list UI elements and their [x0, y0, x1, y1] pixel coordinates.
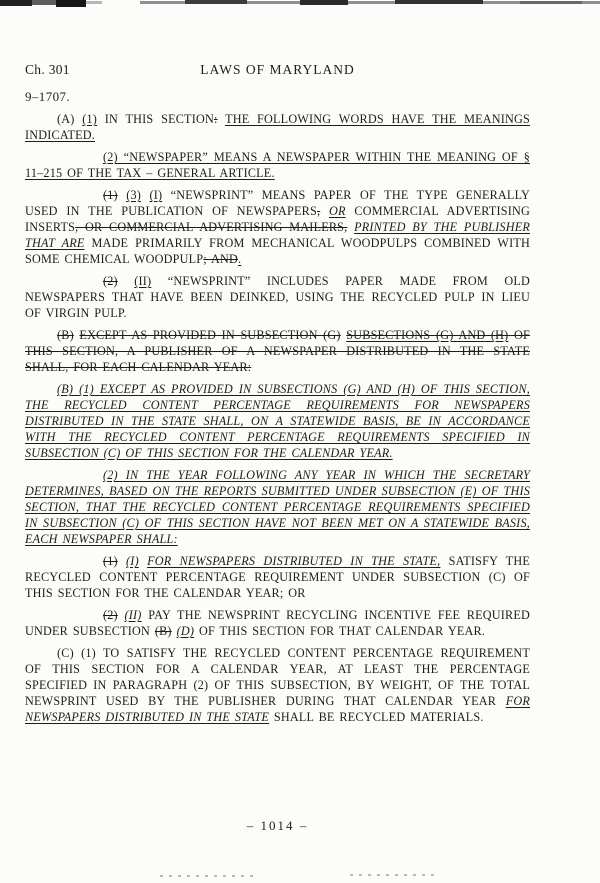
running-title: LAWS OF MARYLAND: [200, 62, 355, 77]
text-run: (A): [57, 112, 83, 126]
text-run: PAY THE NEWSPRINT RECYCLING INCENTIVE FEE REQUIRED UNDER SUBSECTION: [25, 608, 530, 638]
text-run: (II): [134, 274, 152, 288]
text-run: (C) (1) TO SATISFY THE RECYCLED CONTENT PERCENTAGE REQUIREMENT OF THIS SECTION FOR A CALENDAR YEAR, AT LEAST THE PERCENTAGE SPECIFIED IN PARAGRAPH (2) OF THIS SUBSECTION, BY WEIGHT, OF THE TOTAL NEWSPRINT USED BY THE PUBLISHER DURING THAT CALENDAR YEAR: [25, 646, 530, 708]
text-run: , OR COMMERCIAL ADVERTISING MAILERS,: [75, 220, 348, 234]
paragraph: [25, 327, 530, 375]
text-run: [118, 188, 126, 202]
text-run: IN THIS SECTION: [97, 112, 214, 126]
text-run: [218, 112, 226, 126]
text-run: SUBSECTIONS (G) AND (H): [346, 328, 509, 342]
paragraph: [25, 273, 530, 321]
text-run: (2) IN THE YEAR FOLLOWING ANY YEAR IN WHICH THE SECRETARY DETERMINES, BASED ON THE REPORTS SUBMITTED UNDER SUBSECTION (E) OF THIS SECTION, THAT THE RECYCLED CONTENT PERCENTAGE REQUIREMENTS SPECIFIED IN SUBSECTION (C) OF THIS SECTION HAVE NOT BEEN MET ON A STATEWIDE BASIS, EACH NEWSPAPER SHALL:: [25, 468, 530, 546]
paragraph: [25, 607, 530, 639]
text-run: (D): [176, 624, 195, 638]
text-run: (I): [149, 188, 163, 202]
text-run: (1): [103, 188, 118, 202]
text-run: (II): [124, 608, 142, 622]
section-number: 9–1707.: [25, 89, 71, 104]
chapter-number: Ch. 301: [25, 62, 70, 77]
scan-noise-segment: [350, 874, 435, 876]
text-run: MADE PRIMARILY FROM MECHANICAL WOODPULPS COMBINED WITH SOME CHEMICAL WOODPULP: [25, 236, 530, 266]
text-run: ; AND: [203, 252, 239, 266]
page-number: – 1014 –: [246, 818, 309, 833]
text-run: ,: [316, 204, 321, 218]
text-run: EXCEPT AS PROVIDED IN SUBSECTION (G): [79, 328, 341, 342]
text-run: SHALL BE RECYCLED MATERIALS.: [269, 710, 484, 724]
text-run: (B) (1) EXCEPT AS PROVIDED IN SUBSECTIONS (G) AND (H) OF THIS SECTION, THE RECYCLED CONTENT PERCENTAGE REQUIREMENTS FOR NEWSPAPERS DISTRIBUTED IN THE STATE SHALL, ON A STATEWIDE BASIS, BE IN ACCORDANCE WITH THE RECYCLED CONTENT PERCENTAGE REQUIREMENTS SPECIFIED IN SUBSECTION (C) OF THIS SECTION FOR THE CALENDAR YEAR.: [25, 382, 530, 460]
text-run: [118, 608, 125, 622]
text-run: [118, 554, 126, 568]
text-run: (1): [103, 554, 118, 568]
text-run: [320, 204, 329, 218]
text-run: PRINTED BY THE PUBLISHER THAT ARE: [25, 220, 530, 250]
text-run: OR: [328, 204, 346, 218]
scan-noise-segment: [160, 875, 255, 877]
paragraph: [25, 381, 530, 461]
paragraph: [25, 149, 530, 181]
text-run: (2) “NEWSPAPER” MEANS A NEWSPAPER WITHIN THE MEANING OF § 11–215 OF THE TAX – GENERAL ARTICLE.: [25, 150, 530, 180]
text-run: THE FOLLOWING WORDS HAVE THE MEANINGS INDICATED.: [25, 112, 530, 142]
text-run: “NEWSPRINT” INCLUDES PAPER MADE FROM OLD NEWSPAPERS THAT HAVE BEEN DEINKED, USING THE RECYCLED PULP IN LIEU OF VIRGIN PULP.: [25, 274, 530, 320]
text-run: (1): [82, 112, 98, 126]
page-header: [25, 62, 530, 78]
paragraph: [25, 187, 530, 267]
statute-text: [25, 111, 530, 725]
text-run: .: [238, 252, 242, 266]
paragraph: [25, 111, 530, 143]
text-run: FOR NEWSPAPERS DISTRIBUTED IN THE STATE: [25, 694, 530, 724]
text-run: OF THIS SECTION, A PUBLISHER OF A NEWSPAPER DISTRIBUTED IN THE STATE SHALL, FOR EACH CALENDAR YEAR:: [25, 328, 530, 374]
text-run: (B): [57, 328, 74, 342]
text-run: FOR NEWSPAPERS DISTRIBUTED IN THE STATE,: [147, 554, 441, 568]
text-run: COMMERCIAL ADVERTISING INSERTS: [25, 204, 530, 234]
text-run: [139, 554, 147, 568]
text-run: (3): [126, 188, 142, 202]
text-run: (2): [103, 608, 118, 622]
paragraph: [25, 553, 530, 601]
text-run: [118, 274, 134, 288]
text-run: :: [213, 112, 218, 126]
paragraph: [25, 467, 530, 547]
text-run: “NEWSPRINT” MEANS PAPER OF THE TYPE GENERALLY USED IN THE PUBLICATION OF NEWSPAPERS: [25, 188, 530, 218]
text-run: SATISFY THE RECYCLED CONTENT PERCENTAGE REQUIREMENT UNDER SUBSECTION (C) OF THIS SECTION FOR THE CALENDAR YEAR; OR: [25, 554, 530, 600]
text-run: (B): [154, 624, 172, 638]
text-run: (2): [103, 274, 118, 288]
paragraph: [25, 645, 530, 725]
text-run: OF THIS SECTION FOR THAT CALENDAR YEAR.: [194, 624, 486, 638]
text-run: (I): [126, 554, 139, 568]
